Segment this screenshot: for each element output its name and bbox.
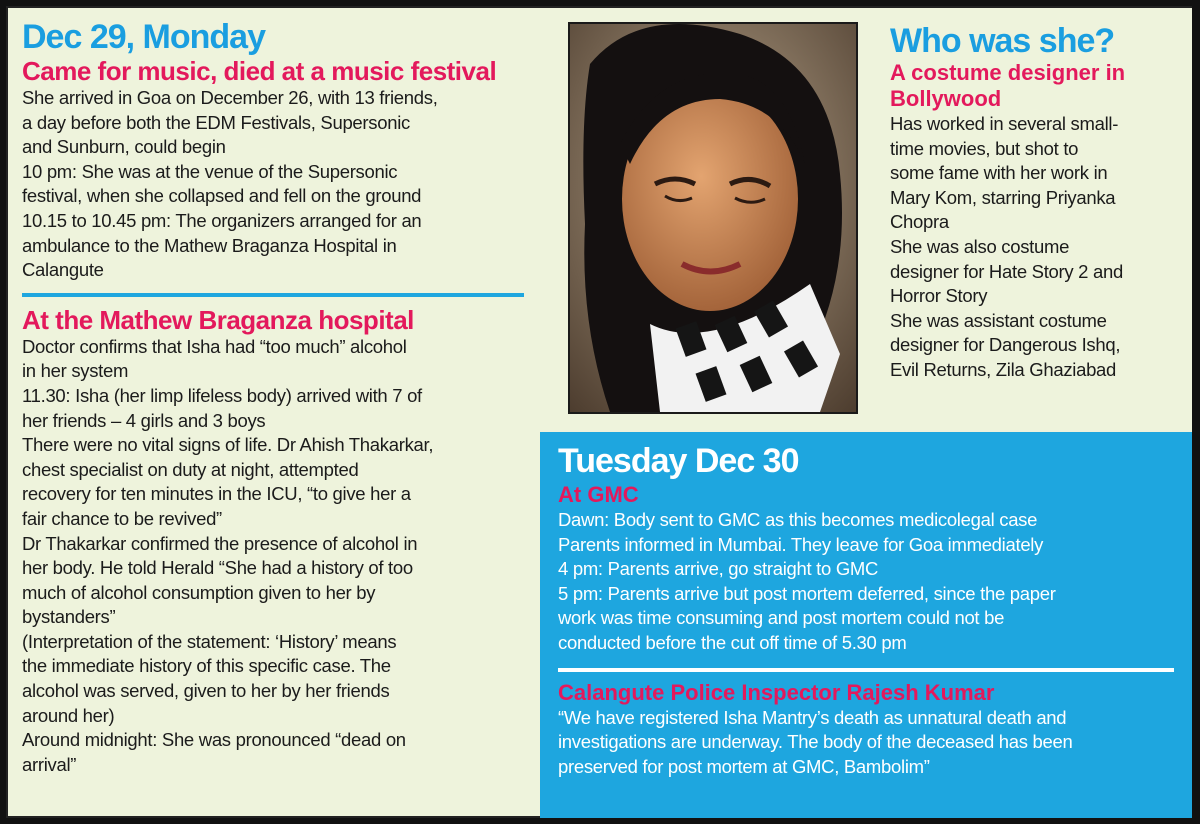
text-line: around her) [22, 704, 115, 726]
text-line: work was time consuming and post mortem could not be [558, 607, 1005, 629]
text-line: Chopra [890, 211, 949, 233]
hospital-paragraph [22, 335, 524, 778]
dec29-day-heading: Dec 29, Monday [22, 18, 265, 56]
text-line: chest specialist on duty at night, attempted [22, 458, 359, 480]
who-was-she-panel [890, 22, 1186, 383]
text-line: alcohol was served, given to her by her friends [22, 680, 390, 702]
portrait-illustration [570, 24, 856, 412]
costume-designer-heading [890, 60, 1186, 112]
text-line: time movies, but shot to [890, 137, 1079, 159]
arrival-paragraph [22, 86, 524, 283]
police-inspector-heading: Calangute Police Inspector Rajesh Kumar [558, 679, 995, 705]
text-line: Horror Story [890, 285, 988, 307]
text-line: ambulance to the Mathew Braganza Hospital in [22, 234, 397, 256]
text-line: preserved for post mortem at GMC, Bambolim” [558, 755, 930, 777]
text-line: fair chance to be revived” [22, 507, 222, 529]
text-line: There were no vital signs of life. Dr Ahish Thakarkar, [22, 434, 434, 456]
profile-section [540, 8, 1192, 432]
text-line: bystanders” [22, 606, 116, 628]
text-line: recovery for ten minutes in the ICU, “to give her a [22, 483, 411, 505]
career-paragraph [890, 112, 1186, 383]
section-divider [558, 668, 1174, 672]
text-line: She arrived in Goa on December 26, with 13 friends, [22, 87, 438, 108]
text-line: Dawn: Body sent to GMC as this becomes medicolegal case [558, 509, 1038, 530]
text-line: a day before both the EDM Festivals, Supersonic [22, 111, 410, 133]
came-for-music-heading: Came for music, died at a music festival [22, 56, 497, 86]
text-line: Has worked in several small- [890, 113, 1119, 134]
text-line: 10.15 to 10.45 pm: The organizers arranged for an [22, 209, 422, 231]
hospital-heading: At the Mathew Braganza hospital [22, 304, 414, 335]
timeline-dec30-panel [540, 432, 1192, 818]
text-line: (Interpretation of the statement: ‘History’ means [22, 630, 397, 652]
section-divider [22, 293, 524, 297]
text-line: “We have registered Isha Mantry’s death as unnatural death and [558, 706, 1067, 728]
text-line: 4 pm: Parents arrive, go straight to GMC [558, 558, 879, 580]
text-line: festival, when she collapsed and fell on the ground [22, 185, 422, 207]
text-line: Dr Thakarkar confirmed the presence of alcohol in [22, 532, 418, 554]
text-line: 11.30: Isha (her limp lifeless body) arrived with 7 of [22, 384, 422, 406]
who-was-she-heading: Who was she? [890, 22, 1115, 60]
text-line: Mary Kom, starring Priyanka [890, 186, 1116, 208]
text-line: designer for Hate Story 2 and [890, 260, 1123, 282]
police-quote [558, 706, 1174, 780]
heading-line: Bollywood [890, 86, 1002, 111]
text-line: 10 pm: She was at the venue of the Supersonic [22, 160, 398, 182]
text-line: her body. He told Herald “She had a history of too [22, 557, 413, 579]
text-line: conducted before the cut off time of 5.30 pm [558, 631, 907, 653]
text-line: Doctor confirms that Isha had “too much” alcohol [22, 335, 407, 357]
heading-line: A costume designer in [890, 60, 1126, 85]
text-line: Around midnight: She was pronounced “dead on [22, 729, 406, 751]
gmc-paragraph [558, 508, 1174, 656]
text-line: and Sunburn, could begin [22, 136, 226, 158]
text-line: Evil Returns, Zila Ghaziabad [890, 358, 1117, 380]
text-line: much of alcohol consumption given to her by [22, 581, 376, 603]
portrait-photo [568, 22, 858, 414]
text-line: the immediate history of this specific case. The [22, 655, 391, 677]
text-line: She was also costume [890, 235, 1070, 257]
text-line: some fame with her work in [890, 162, 1108, 184]
text-line: investigations are underway. The body of the deceased has been [558, 731, 1073, 753]
text-line: Calangute [22, 259, 104, 281]
text-line: 5 pm: Parents arrive but post mortem deferred, since the paper [558, 582, 1056, 604]
text-line: in her system [22, 360, 129, 382]
dec30-day-heading: Tuesday Dec 30 [558, 442, 799, 480]
text-line: designer for Dangerous Ishq, [890, 334, 1121, 356]
text-line: She was assistant costume [890, 309, 1107, 331]
text-line: Parents informed in Mumbai. They leave for Goa immediately [558, 533, 1044, 555]
timeline-dec29-column [8, 8, 538, 816]
text-line: her friends – 4 girls and 3 boys [22, 409, 266, 431]
at-gmc-heading: At GMC [558, 482, 639, 507]
text-line: arrival” [22, 753, 77, 775]
